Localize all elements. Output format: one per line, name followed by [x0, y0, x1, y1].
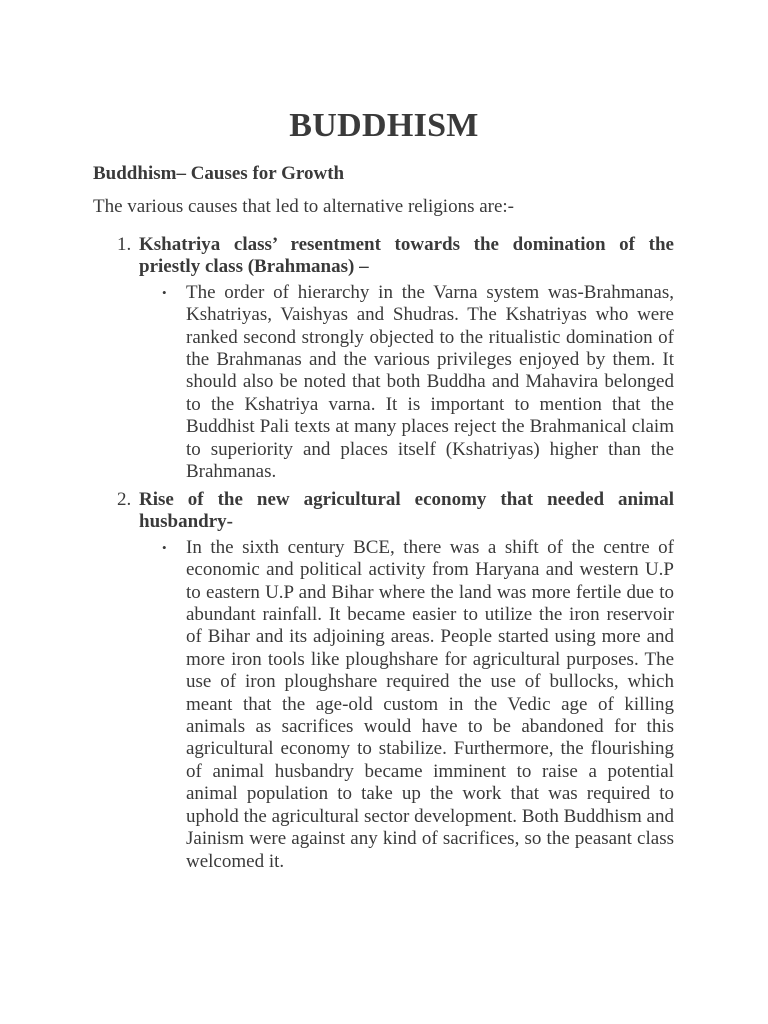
cause-title: Kshatriya class’ resentment towards the domination of the priestly class (Brahmanas) –: [139, 234, 674, 278]
bullet-icon: •: [162, 539, 167, 555]
list-number: 2.: [117, 489, 132, 510]
bullet-text: In the sixth century BCE, there was a shift of the centre of economic and political activity from Haryana and western U.P to eastern U.P and Bihar where the land was more fertile due to abundant rainfall. It became easier to utilize the iron reservoir of Bihar and its adjoining areas. People started using more and more iron tools like ploughshare for agricultural purposes. The use of iron ploughshare required the use of bullocks, which meant that the age-old custom in the Vedic age of killing animals as sacrifices would have to be abandoned for this agricultural economy to stabilize. Furthermore, the flourishing of animal husbandry became imminent to raise a potential animal population to take up the work that was required to uphold the agricultural sector development. Both Buddhism and Jainism were against any kind of sacrifices, so the peasant class welcomed it.: [186, 536, 674, 872]
document-title: BUDDHISM: [289, 107, 479, 144]
bullet-icon: •: [162, 284, 167, 300]
bullet-item: [93, 537, 674, 873]
bullet-text: The order of hierarchy in the Varna system was-Brahmanas, Kshatriyas, Vaishyas and Shudras. The Kshatriyas who were ranked second strongly objected to the ritualistic domination of the Brahmanas and the various privileges enjoyed by them. It should also be noted that both Buddha and Mahavira belonged to the Kshatriya varna. It is important to mention that the Buddhist Pali texts at many places reject the Brahmanical claim to superiority and places itself (Kshatriyas) higher than the Brahmanas.: [186, 281, 674, 483]
list-number: 1.: [117, 234, 132, 255]
cause-title: Rise of the new agricultural economy that needed animal husbandry-: [139, 489, 674, 533]
intro-paragraph: The various causes that led to alternative religions are:-: [93, 196, 515, 217]
cause-list-item: [93, 234, 674, 483]
section-heading: Buddhism– Causes for Growth: [93, 163, 345, 184]
cause-list-item: [93, 489, 674, 873]
bullet-item: [93, 282, 674, 484]
